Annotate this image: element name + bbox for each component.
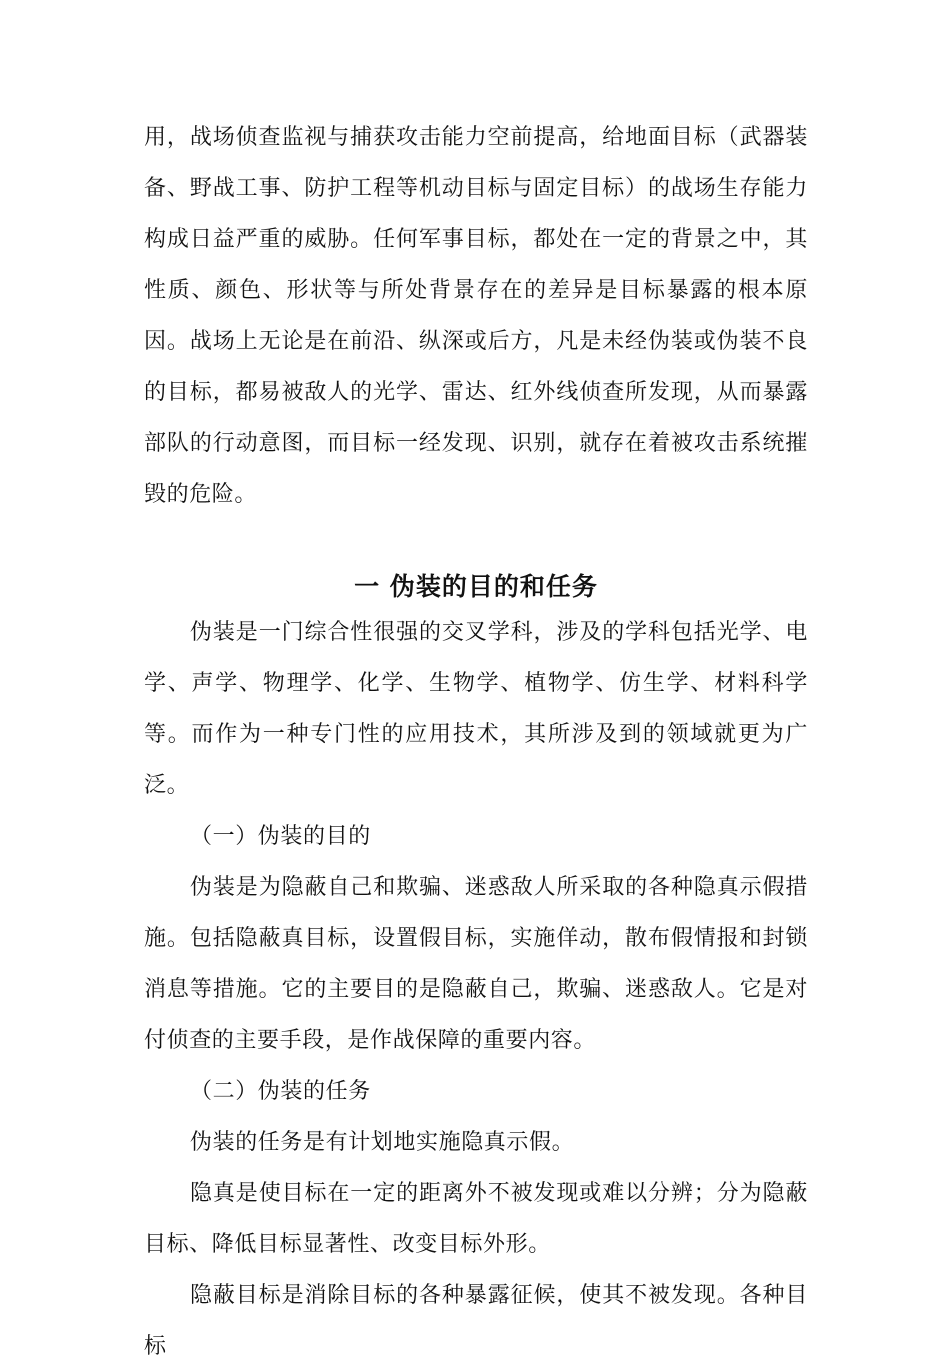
section-intro-paragraph: 伪装是一门综合性很强的交叉学科，涉及的学科包括光学、电学、声学、物理学、化学、生物学、植物学、仿生学、材料科学等。而作为一种专门性的应用技术，其所涉及到的领域就更为广泛。 [144, 620, 808, 798]
intro-paragraph: 用，战场侦查监视与捕获攻击能力空前提高，给地面目标（武器装备、野战工事、防护工程等机动目标与固定目标）的战场生存能力构成日益严重的威胁。任何军事目标，都处在一定的背景之中，其性质、颜色、形状等与所处背景存在的差异是目标暴露的根本原因。战场上无论是在前沿、纵深或后方，凡是未经伪装或伪装不良的目标，都易被敌人的光学、雷达、红外线侦查所发现，从而暴露部队的行动意图，而目标一经发现、识别，就存在着被攻击系统摧毁的危险。 [144, 125, 808, 507]
subsection-heading-tasks: （二）伪装的任务 [190, 1079, 371, 1104]
document-body [144, 112, 808, 1372]
section-heading: 一 伪装的目的和任务 [354, 572, 598, 601]
section-spacer [144, 520, 808, 567]
subsection-purpose-paragraph: 伪装是为隐蔽自己和欺骗、迷惑敌人所采取的各种隐真示假措施。包括隐蔽真目标，设置假目标，实施佯动，散布假情报和封锁消息等措施。它的主要目的是隐蔽自己，欺骗、迷惑敌人。它是对付侦查的主要手段，是作战保障的重要内容。 [144, 875, 808, 1053]
subsection-tasks-paragraph-3: 隐蔽目标是消除目标的各种暴露征候，使其不被发现。各种目标 [144, 1283, 808, 1359]
subsection-tasks-paragraph-2: 隐真是使目标在一定的距离外不被发现或难以分辨；分为隐蔽目标、降低目标显著性、改变目标外形。 [144, 1181, 808, 1257]
subsection-heading-purpose: （一）伪装的目的 [190, 824, 371, 849]
subsection-tasks-paragraph-1: 伪装的任务是有计划地实施隐真示假。 [190, 1130, 575, 1155]
